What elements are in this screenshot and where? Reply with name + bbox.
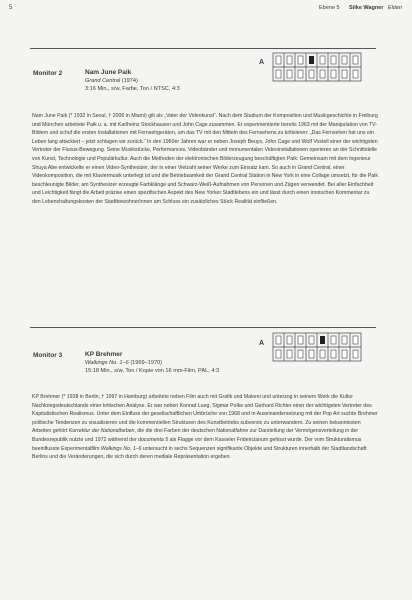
work-meta: 3:16 Min., s/w, Farbe, Ton / NTSC, 4:3 bbox=[85, 86, 180, 93]
body-paragraph: Nam June Paik (* 1932 in Seoul, † 2006 in Miami) gilt als „Vater der Videokunst“. Nach dem Studium der Komposition und Musikgeschichte in Freiburg und München arbeitete Paik u. a. mit Karlheinz Stockhausen und John Cage zusammen. Er experimentierte bereits 1963 mit der Manipulation von TV-Bildern und schuf die ersten Installationen mit Fernsehgeräten, um das TV mit den Mitteln des Fernsehens zu kritisieren: „Das Fernsehen hat uns ein Leben lang attackiert – jetzt schlagen wir zurück.“ In den 1960er Jahren war er neben Joseph Beuys, John Cage und Wolf Vostell einer der wichtigsten Vertreter der Fluxus-Bewegung. Seine Musikstücke, Performances, Videobänder und monumentalen Videoinstallationen operieren an der Schnittstelle von Kunst, Technologie und Populärkultur. Auch die Methoden der elektronischen Bilderzeugung beschäftigten Paik: Gemeinsam mit dem Ingenieur Shuya Abe entwickelte er einen Video-Synthesizer, der in einer Vielzahl seiner Werke zum Einsatz kam. So auch in Grand Central, einer Videokomposition, die mit Klaviermusik unterlegt ist und die Betriebsamkeit der Grand Central Station in New York in eine Collage umsetzt, für die Paik beschleunigte Bilder, am Synthesizer erzeugte Farbklänge und Schwarz-Weiß-Aufnahmen von Personen und Zügen verwendet. Bei aller Einfachheit und Leichtigkeit fängt die Arbeit präzise einen spezifischen Aspekt des New Yorker Stadtlebens ein und lässt durch einen ironischen Kommentar zu den Lebenshaltungskosten der StadtbewohnerInnen am Schluss ein zusätzliches Stück Realität einfließen. bbox=[32, 113, 378, 205]
running-head-work: Elden bbox=[387, 5, 402, 11]
page-number: 5 bbox=[9, 5, 13, 11]
work-meta: 15:18 Min., s/w, Ton / Kopie von 16 mm-Film, PAL, 4:3 bbox=[85, 368, 220, 375]
work-header bbox=[85, 351, 219, 376]
section-letter: A bbox=[259, 59, 265, 66]
section-rule bbox=[30, 327, 376, 328]
section-letter: A bbox=[259, 340, 265, 347]
running-head-artist: Silke Wagner bbox=[349, 5, 384, 11]
work-title: Walkings No. 1–6 bbox=[85, 360, 129, 367]
running-head bbox=[319, 5, 402, 11]
monitor-label: Monitor 3 bbox=[33, 352, 63, 359]
artist-name: Nam June Paik bbox=[85, 69, 132, 76]
monitor-label: Monitor 2 bbox=[33, 70, 63, 77]
work-year: (1974) bbox=[121, 78, 138, 85]
work-title: Grand Central bbox=[85, 78, 121, 85]
work-year: (1969–1970) bbox=[130, 360, 163, 367]
work-title-line bbox=[85, 359, 219, 367]
monitor-grid-icon bbox=[272, 52, 362, 82]
section-rule bbox=[30, 48, 376, 49]
body-paragraph: KP Brehmer (* 1938 in Berlin, † 1997 in Hamburg) arbeitete neben Film auch mit Grafik und Malerei und unterzog in seinem Werk die Kultur Nachkriegsdeutschlands einer kritischen Analyse. Er war neben Konrad Lueg, Sigmar Polke und Gerhard Richter einer der wichtigsten Vertreter des Kapitalistischen Realismus. Unter dem Einfluss der gesellschaftlichen Umbrüche von 1968 und in Auseinandersetzung mit der Pop Art suchte Brehmer politische Tendenzen zu visualisieren und die kommerziellen Strukturen des Kunstbetriebs subversiv zu unterwandern. Zu seinen bekanntesten Arbeiten gehört Korrektur der Nationalfarben, die die drei Farben der deutschen Nationalfahne zur Darstellung der Vermögensverteilung in der Bundesrepublik nutzte und 1972 während der documenta 5 als Flagge vor dem Kasseler Fridericianum gehisst wurde. Der vom Strukturalismus beeinflusste Experimentalfilm Walkings No. 1–6 untersucht in sechs Sequenzen signifikante Objekte und Strukturen innerhalb der Stadtlandschaft Berlins und die Veränderungen, die sich durch deren mediale Repräsentation ergeben. bbox=[32, 394, 378, 461]
work-header bbox=[85, 69, 180, 94]
artist-name: KP Brehmer bbox=[85, 351, 123, 358]
work-title-line bbox=[85, 77, 180, 85]
running-head-level: Ebene 5 bbox=[319, 5, 340, 11]
monitor-grid-icon bbox=[272, 332, 362, 362]
